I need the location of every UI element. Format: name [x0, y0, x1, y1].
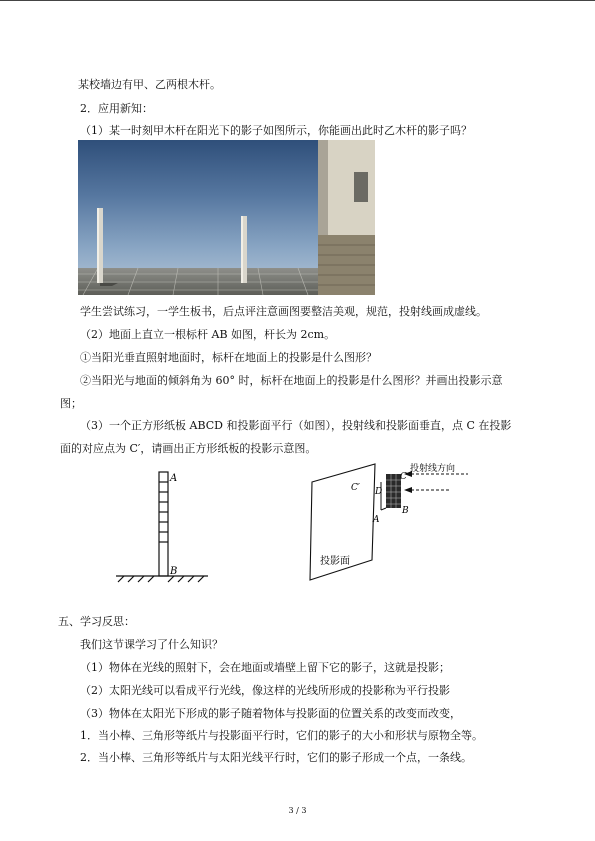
heading-apply-knowledge: 2．应用新知： — [80, 102, 153, 115]
question-2-part-2-cont: 图； — [60, 397, 82, 410]
label-b-right: B — [402, 506, 409, 516]
label-b: B — [170, 566, 178, 577]
label-a: A — [170, 473, 178, 484]
pole-ab-figure — [110, 468, 215, 586]
question-2-part-2: ②当阳光与地面的倾斜角为 60° 时，标杆在地面上的投影是什么图形？并画出投影示意 — [80, 374, 503, 387]
question-3-cont: 面的对应点为 C′，请画出正方形纸板的投影示意图。 — [60, 442, 317, 455]
page-number: 3 / 3 — [288, 806, 307, 815]
reflection-note-2: 2．当小棒、三角形等纸片与太阳光线平行时，它们的影子形成一个点，一条线。 — [80, 751, 472, 764]
section-5-heading: 五、学习反思： — [58, 615, 135, 628]
reflection-item-3: （3）物体在太阳光下形成的影子随着物体与投影面的位置关系的改变而改变， — [80, 707, 461, 720]
question-1: （1）某一时刻甲木杆在阳光下的影子如图所示，你能画出此时乙木杆的影子吗？ — [80, 124, 472, 137]
label-d: D — [375, 487, 383, 497]
reflection-item-1: （1）物体在光线的照射下，会在地面或墙壁上留下它的影子，这就是投影； — [80, 661, 450, 674]
poles-photo — [78, 140, 375, 295]
question-3: （3）一个正方形纸板 ABCD 和投影面平行（如图），投射线和投影面垂直，点 C 在投影 — [80, 419, 512, 432]
reflection-question: 我们这节课学习了什么知识？ — [80, 638, 223, 651]
projection-direction-label: 投射线方向 — [410, 464, 456, 474]
poles-photo-illustration — [78, 140, 375, 295]
paragraph-two-poles: 某校墙边有甲、乙两根木杆。 — [78, 78, 221, 91]
label-a-right: A — [373, 515, 380, 525]
reflection-item-2: （2）太阳光线可以看成平行光线，像这样的光线所形成的投影称为平行投影 — [80, 684, 450, 697]
page-top-rule — [0, 0, 595, 1]
question-2: （2）地面上直立一根标杆 AB 如图，杆长为 2cm。 — [80, 328, 336, 341]
label-c: C — [400, 472, 407, 482]
question-2-part-1: ①当阳光垂直照射地面时，标杆在地面上的投影是什么图形？ — [80, 351, 377, 364]
projection-plane-label: 投影面 — [320, 556, 350, 567]
paragraph-student-practice: 学生尝试练习，一学生板书，后点评注意画图要整洁美观，规范，投射线画成虚线。 — [80, 305, 487, 318]
reflection-note-1: 1．当小棒、三角形等纸片与投影面平行时，它们的影子的大小和形状与原物全等。 — [80, 729, 483, 742]
projection-figure — [300, 460, 510, 586]
square-board — [386, 474, 401, 508]
label-c-prime: C′ — [351, 483, 360, 493]
